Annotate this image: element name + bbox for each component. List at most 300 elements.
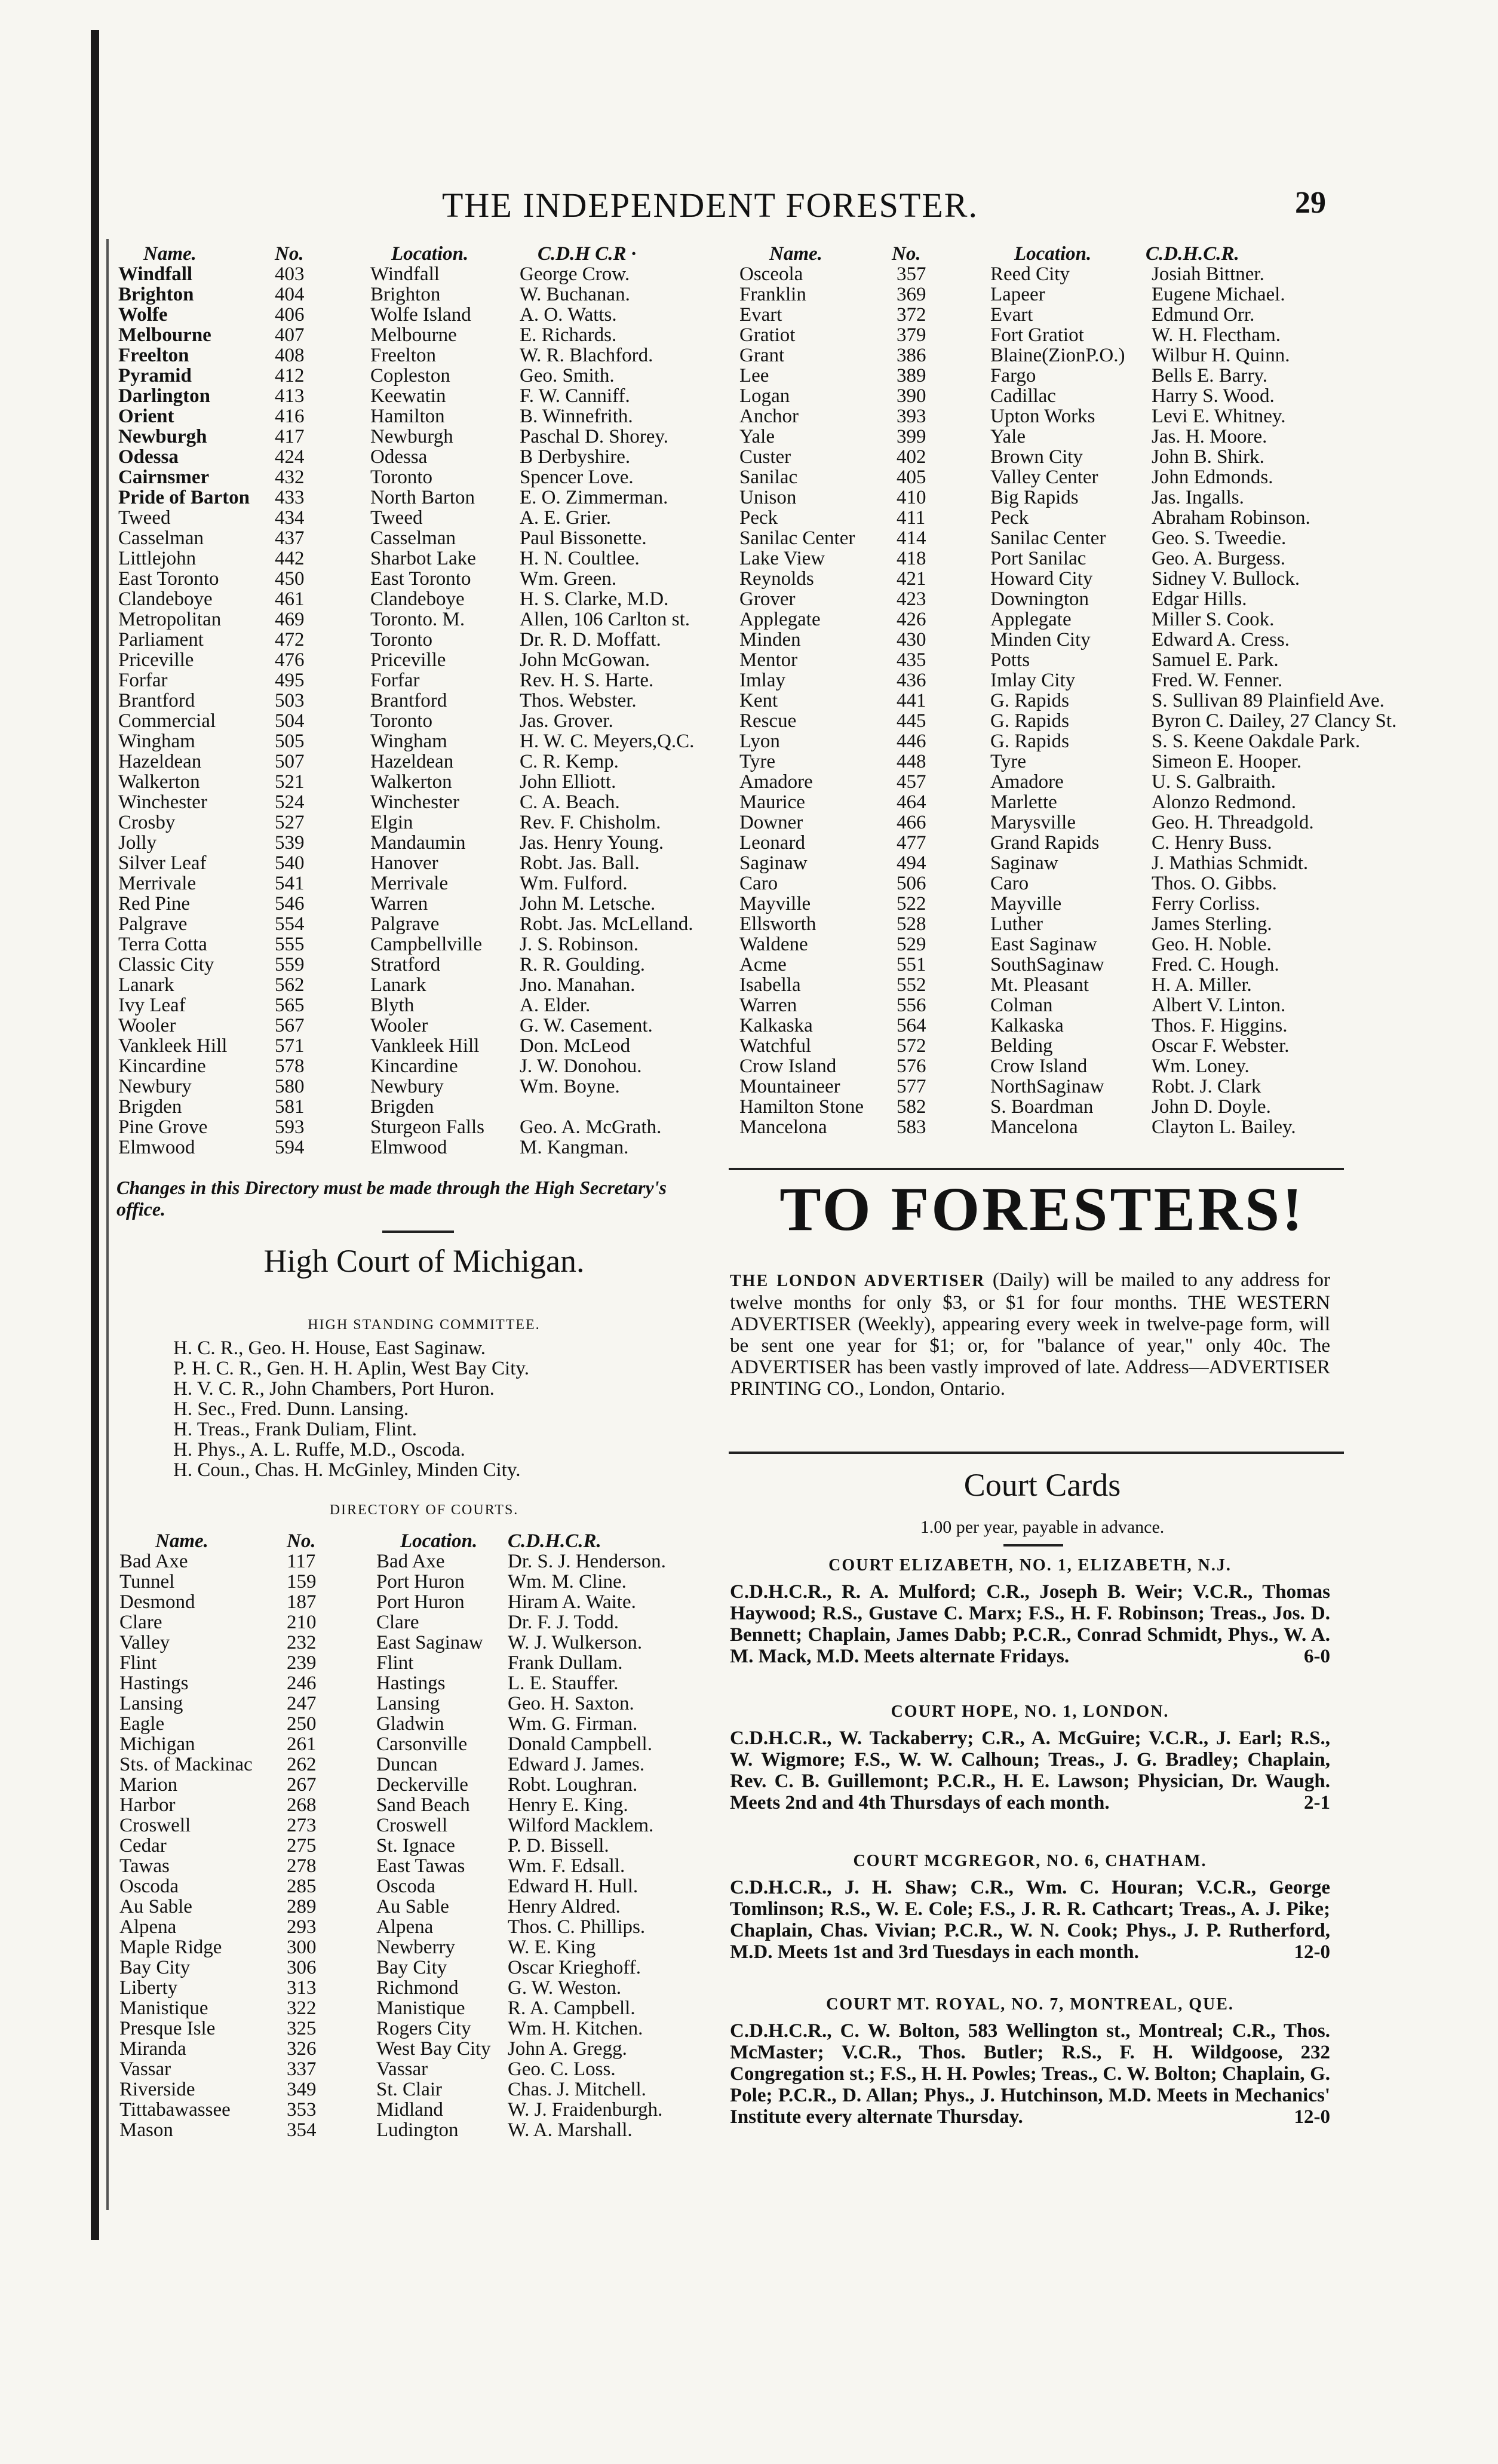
court-number: 505 [275,731,305,752]
table-row [727,955,1355,975]
court-officer: W. Buchanan. [520,284,630,305]
table-row [113,772,717,792]
court-name: Clare [119,1612,162,1633]
court-number: 416 [275,406,305,427]
table-row [113,873,717,894]
court-number: 413 [275,385,305,407]
court-location: Hamilton [370,406,445,427]
court-name: Lee [739,365,769,386]
court-number: 402 [897,446,926,468]
table-row [113,1978,723,1998]
court-name: Palgrave [118,913,188,935]
court-location: Tweed [370,507,423,529]
table-row [113,751,717,772]
court-location: Winchester [370,791,459,813]
court-officer: R. A. Campbell. [508,1997,636,2019]
table-row [727,710,1397,732]
court-cards-subtitle: 1.00 per year, payable in advance. [920,1517,1165,1537]
court-number: 457 [897,771,926,793]
court-name: Anchor [739,406,799,427]
court-officer: Rev. F. Chisholm. [520,812,661,833]
court-location: Caro [990,873,1029,894]
court-officer: Jas. H. Moore. [1152,426,1267,447]
court-name: Lyon [739,731,780,752]
court-location: Elmwood [370,1137,447,1158]
court-officer: Frank Dullam. [508,1652,623,1674]
court-number: 448 [897,751,926,772]
court-officer: Oscar F. Webster. [1152,1035,1290,1057]
table-row [727,934,1355,955]
court-name: Au Sable [119,1896,192,1917]
table-row [113,1734,723,1754]
court-location: G. Rapids [990,710,1069,732]
court-officer: Miller S. Cook. [1152,609,1275,630]
court-officer: Chas. J. Mitchell. [508,2079,646,2100]
court-location: Mancelona [990,1116,1078,1138]
court-name: Hastings [119,1673,189,1694]
table-row [113,995,717,1015]
court-name: Priceville [118,649,194,671]
court-location: Belding [990,1035,1053,1057]
table-row [113,1957,723,1978]
court-officer: Henry E. King. [508,1794,628,1816]
column-divider [729,1168,1344,1170]
advert-headline: TO FORESTERS! [779,1175,1305,1244]
table-row [727,772,1355,792]
court-number: 405 [897,467,926,488]
court-officer: Paschal D. Shorey. [520,426,668,447]
michigan-title: High Court of Michigan. [263,1243,585,1279]
table-row [727,467,1355,487]
table-row [113,1856,723,1876]
court-name: Littlejohn [118,548,197,569]
court-officer: W. R. Blachford. [520,345,653,366]
table-row [113,1673,723,1693]
court-number: 386 [897,345,926,366]
court-name: Wooler [118,1015,176,1036]
table-row [727,284,1355,305]
court-location: Potts [990,649,1030,671]
court-number: 432 [275,467,305,488]
table-row [727,264,1355,284]
court-location: Marysville [990,812,1076,833]
court-location: Au Sable [376,1896,449,1917]
court-officer: Edward H. Hull. [508,1876,639,1897]
court-name: Crow Island [739,1055,837,1077]
table-row [113,934,717,955]
court-location: Peck [990,507,1029,529]
court-location: East Saginaw [990,934,1097,955]
table-row [727,914,1355,934]
court-officer: Robt. Loughran. [508,1774,638,1796]
court-number: 278 [287,1855,317,1877]
table-row [727,1056,1355,1076]
court-name: Forfar [118,670,168,691]
table-row [113,833,717,853]
advert-lead: THE LONDON ADVERTISER [730,1272,986,1290]
court-officer: John M. Letsche. [520,893,656,915]
court-number: 399 [897,426,926,447]
court-number: 556 [897,995,926,1016]
court-name: Silver Leaf [118,852,207,874]
court-name: East Toronto [118,568,219,590]
court-location: Tyre [990,751,1026,772]
court-number: 578 [275,1055,305,1077]
court-name: Imlay [739,670,785,691]
court-number: 306 [287,1957,317,1978]
court-officer: M. Kangman. [520,1137,629,1158]
court-location: Newberry [376,1937,455,1958]
table-row [113,1572,723,1592]
court-name: Wolfe [118,304,168,326]
col-name: Name. [155,1530,208,1552]
page-title: THE INDEPENDENT FORESTER. [442,186,978,225]
court-officer: H. W. C. Meyers,Q.C. [520,731,695,752]
court-location: Newbury [370,1076,444,1097]
table-row [113,528,717,548]
table-row [113,1612,723,1633]
court-location: Sanilac Center [990,527,1106,549]
table-row [727,487,1355,508]
court-name: Reynolds [739,568,814,590]
court-officer: Byron C. Dailey, 27 Clancy St. [1152,710,1397,732]
court-name: Walkerton [118,771,200,793]
court-name: Hazeldean [118,751,202,772]
court-location: Stratford [370,954,441,975]
court-location: Reed City [990,263,1070,285]
court-location: SouthSaginaw [990,954,1104,975]
table-row [113,894,717,914]
table-row [113,2079,723,2100]
court-number: 159 [287,1571,317,1592]
court-number: 389 [897,365,926,386]
court-number: 426 [897,609,926,630]
court-name: Amadore [739,771,813,793]
court-officer: J. W. Donohou. [520,1055,642,1077]
court-officer: H. S. Clarke, M.D. [520,588,669,610]
table-row [727,975,1355,995]
court-number: 404 [275,284,305,305]
court-name: Darlington [118,385,211,407]
table-row [113,2059,723,2079]
court-number: 407 [275,324,305,346]
court-name: Tunnel [119,1571,175,1592]
table-row [727,528,1355,548]
court-number: 583 [897,1116,926,1138]
court-officer: J. S. Robinson. [520,934,639,955]
court-name: Kalkaska [739,1015,813,1036]
court-number: 564 [897,1015,926,1036]
court-location: NorthSaginaw [990,1076,1104,1097]
court-number: 571 [275,1035,305,1057]
court-name: Pride of Barton [118,487,250,508]
table-row [727,366,1355,386]
court-name: Vassar [119,2058,171,2080]
court-card-heading: COURT ELIZABETH, NO. 1, ELIZABETH, N.J. [828,1556,1232,1575]
table-row [727,406,1355,426]
table-row [727,1097,1355,1117]
table-row [727,650,1355,670]
court-name: Desmond [119,1591,195,1613]
court-number: 577 [897,1076,926,1097]
court-officer: Robt. Jas. McLelland. [520,913,693,935]
court-name: Newbury [118,1076,192,1097]
table-row [113,1117,717,1137]
court-location: Port Huron [376,1571,465,1592]
table-row [113,1937,723,1957]
court-name: Classic City [118,954,214,975]
court-number: 406 [275,304,305,326]
court-officer: A. E. Grier. [520,507,612,529]
court-name: Cedar [119,1835,167,1857]
court-officer: R. R. Goulding. [520,954,645,975]
table-row [113,1917,723,1937]
court-location: Blyth [370,995,415,1016]
page-number: 29 [1295,186,1326,220]
court-officer: James Sterling. [1152,913,1272,935]
table-row [113,569,717,589]
court-location: Hastings [376,1673,446,1694]
court-name: Bay City [119,1957,191,1978]
table-row [727,670,1355,691]
court-officer: Geo. A. Burgess. [1152,548,1285,569]
court-number: 337 [287,2058,317,2080]
court-name: Downer [739,812,803,833]
court-location: Wooler [370,1015,428,1036]
court-location: Yale [990,426,1026,447]
court-officer: Wm. Loney. [1152,1055,1250,1077]
court-officer: Jas. Ingalls. [1152,487,1244,508]
court-name: Maple Ridge [119,1937,222,1958]
court-officer: U. S. Galbraith. [1152,771,1276,793]
court-name: Tyre [739,751,775,772]
court-location: Fort Gratiot [990,324,1084,346]
court-location: Copleston [370,365,450,386]
col-location: Location. [1014,243,1092,265]
court-card-code: 12-0 [1294,1941,1330,1963]
court-officer: Henry Aldred. [508,1896,621,1917]
court-officer: Thos. O. Gibbs. [1152,873,1277,894]
court-location: Marlette [990,791,1057,813]
court-officer: Oscar Krieghoff. [508,1957,641,1978]
cards-rule [1003,1544,1063,1546]
court-name: Michigan [119,1733,195,1755]
courts-table [113,1531,723,2140]
court-officer: Donald Campbell. [508,1733,652,1755]
court-number: 322 [287,1997,317,2019]
court-number: 472 [275,629,305,650]
table-row [113,447,717,467]
court-officer: B Derbyshire. [520,446,631,468]
court-number: 408 [275,345,305,366]
court-location: Port Sanilac [990,548,1086,569]
court-name: Eagle [119,1713,165,1735]
court-location: Valley Center [990,467,1098,488]
court-location: Lapeer [990,284,1045,305]
table-row [113,711,717,731]
court-location: Vankleek Hill [370,1035,480,1057]
committee-heading: HIGH STANDING COMMITTEE. [308,1317,541,1333]
court-number: 507 [275,751,305,772]
page-binding-shadow [106,239,109,2210]
court-name: Odessa [118,446,179,468]
court-name: Minden [739,629,801,650]
court-officer: Edgar Hills. [1152,588,1247,610]
court-location: Mt. Pleasant [990,974,1089,996]
court-name: Alpena [119,1916,177,1938]
table-row [113,1754,723,1775]
court-name: Maurice [739,791,805,813]
court-location: Crow Island [990,1055,1088,1077]
court-officer: Simeon E. Hooper. [1152,751,1302,772]
table-row [727,630,1355,650]
table-row [113,691,717,711]
court-location: Grand Rapids [990,832,1100,854]
court-number: 210 [287,1612,317,1633]
court-number: 445 [897,710,926,732]
court-number: 476 [275,649,305,671]
court-number: 446 [897,731,926,752]
court-location: Croswell [376,1815,448,1836]
court-number: 424 [275,446,305,468]
table-row [113,975,717,995]
court-card-heading: COURT HOPE, NO. 1, LONDON. [891,1702,1169,1721]
court-number: 430 [897,629,926,650]
table-row [113,1693,723,1714]
court-name: Elmwood [118,1137,195,1158]
court-officer: Wilbur H. Quinn. [1152,345,1290,366]
court-number: 325 [287,2018,317,2039]
court-location: Colman [990,995,1053,1016]
court-location: Upton Works [990,406,1095,427]
table-row [113,1775,723,1795]
court-officer: W. H. Flectham. [1152,324,1281,346]
court-number: 247 [287,1693,317,1714]
table-row [113,426,717,447]
court-number: 441 [897,690,926,711]
court-number: 582 [897,1096,926,1118]
court-location: East Tawas [376,1855,465,1877]
court-officer: Edmund Orr. [1152,304,1255,326]
table-row [113,589,717,609]
court-card-code: 12-0 [1294,2106,1330,2128]
court-number: 539 [275,832,305,854]
court-number: 434 [275,507,305,529]
court-name: Newburgh [118,426,207,447]
court-number: 372 [897,304,926,326]
court-card-body [730,1581,1330,1667]
court-name: Red Pine [118,893,191,915]
court-name: Sts. of Mackinac [119,1754,253,1775]
court-name: Grover [739,588,796,610]
table-row [113,2039,723,2059]
court-officer: John B. Shirk. [1152,446,1264,468]
court-name: Yale [739,426,775,447]
court-name: Ellsworth [739,913,816,935]
court-number: 572 [897,1035,926,1057]
court-location: Gladwin [376,1713,444,1735]
court-number: 466 [897,812,926,833]
court-location: Warren [370,893,428,915]
court-card-code: 2-1 [1304,1792,1330,1814]
court-location: Duncan [376,1754,438,1775]
table-row [113,2100,723,2120]
court-officer: S. S. Keene Oakdale Park. [1152,731,1361,752]
court-number: 414 [897,527,926,549]
court-number: 494 [897,852,926,874]
court-name: Ivy Leaf [118,995,186,1016]
court-name: Mentor [739,649,798,671]
court-location: Richmond [376,1977,459,1999]
court-number: 555 [275,934,305,955]
directory-note: Changes in this Directory must be made through the High Secretary's office. [116,1177,667,1220]
table-row [727,812,1355,833]
table-row [727,386,1355,406]
court-officer: Geo. Smith. [520,365,615,386]
court-name: Rescue [739,710,797,732]
court-number: 521 [275,771,305,793]
court-officer: Abraham Robinson. [1152,507,1310,529]
court-card-text: C.D.H.C.R., W. Tackaberry; C.R., A. McGuire; V.C.R., J. Earl; R.S., W. Wigmore; F.S., W. W. Calhoun; Treas., J. G. Bradley; Chaplain, Rev. C. B. Guillemont; P.C.R., H. E. Lawson; Physician, Dr. Waugh. Meets 2nd and 4th Thursdays of each month. [730,1727,1330,1814]
court-name: Wingham [118,731,195,752]
court-number: 246 [287,1673,317,1694]
court-officer: F. W. Canniff. [520,385,630,407]
court-name: Mayville [739,893,811,915]
advert-text: (Daily) will be mailed to any address for twelve months for only $3, or $1 for four months. THE WESTERN ADVERTISER (Weekly), appearing every week in twelve-page form, will be sent one year for $1; or, for "balance of year," only 40c. The ADVERTISER has been vastly improved of late. Address—ADVERTISER PRINTING CO., London, Ontario. [730,1269,1330,1400]
table-row [727,609,1355,630]
court-officer: Allen, 106 Carlton st. [520,609,690,630]
court-officer: Thos. F. Higgins. [1152,1015,1288,1036]
court-location: Deckerville [376,1774,468,1796]
table-row [113,1836,723,1856]
court-officer: Clayton L. Bailey. [1152,1116,1296,1138]
court-number: 349 [287,2079,317,2100]
court-location: Midland [376,2099,443,2121]
court-officer: E. O. Zimmerman. [520,487,668,508]
col-location: Location. [391,243,469,265]
court-number: 418 [897,548,926,569]
court-name: Tweed [118,507,171,529]
table-row [113,508,717,528]
court-location: Applegate [990,609,1072,630]
court-officer: Samuel E. Park. [1152,649,1279,671]
table-header [727,244,1355,264]
court-number: 353 [287,2099,317,2121]
directory-table-left [113,244,717,1158]
table-row [113,305,717,325]
table-row [113,812,717,833]
committee-member: H. Coun., Chas. H. McGinley, Minden City. [173,1459,521,1481]
table-row [113,650,717,670]
court-name: Flint [119,1652,157,1674]
court-name: Vankleek Hill [118,1035,228,1057]
court-card-text: C.D.H.C.R., C. W. Bolton, 583 Wellington st., Montreal; C.R., Thos. McMaster; V.C.R., Thos. Butler; R.S., F. H. Wildgoose, 232 Congregation st.; F.S., H. H. Powles; Treas., C. W. Bolton; Chaplain, G. Pole; P.C.R., D. Allan; Phys., J. Hutchinson, M.D. Meets in Mechanics' Institute every alternate Thursday. [730,2020,1330,2128]
col-name: Name. [769,243,822,265]
court-name: Windfall [118,263,193,285]
court-location: St. Clair [376,2079,443,2100]
court-officer: Sidney V. Bullock. [1152,568,1300,590]
court-officer: Thos. C. Phillips. [508,1916,646,1938]
court-location: Port Huron [376,1591,465,1613]
court-name: Metropolitan [118,609,222,630]
court-name: Peck [739,507,778,529]
court-officer: Geo. H. Threadgold. [1152,812,1314,833]
court-location: Campbellville [370,934,482,955]
court-name: Sanilac Center [739,527,855,549]
court-name: Brantford [118,690,195,711]
court-officer: G. W. Casement. [520,1015,653,1036]
court-location: Lanark [370,974,426,996]
